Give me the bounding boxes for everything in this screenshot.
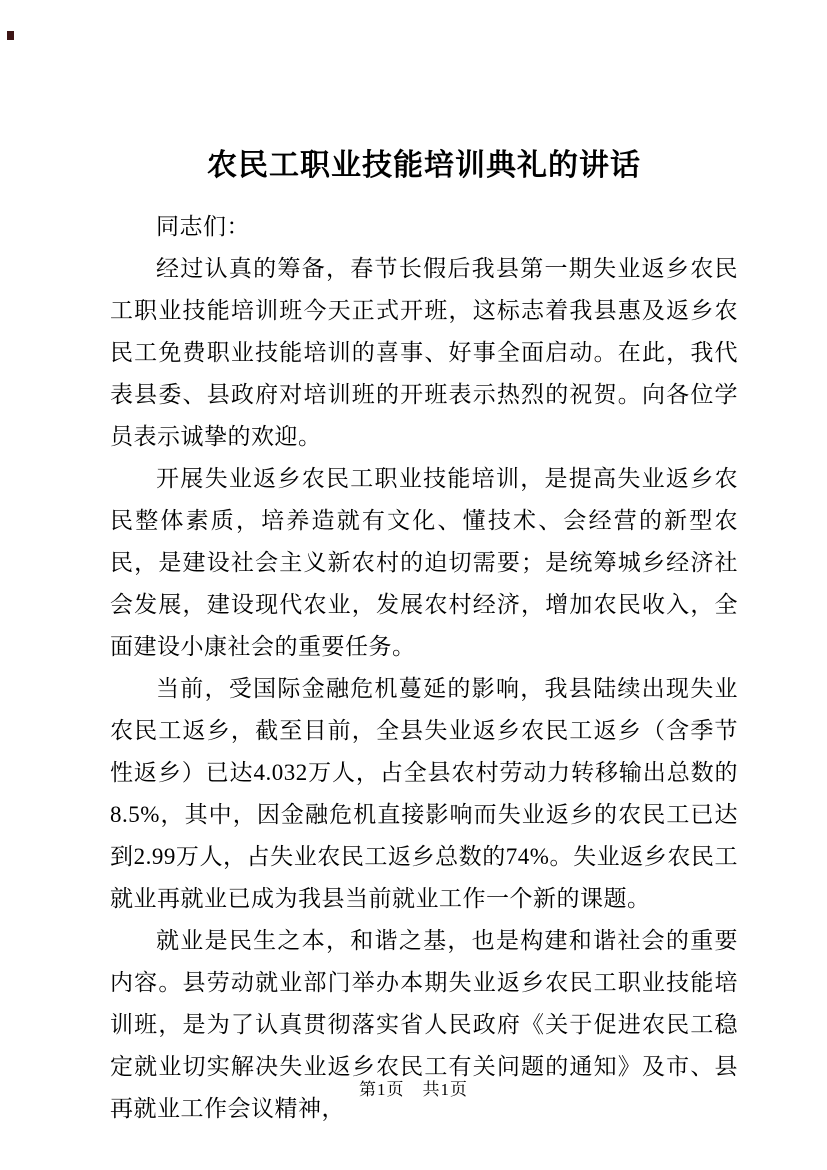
paragraph-opening: 经过认真的筹备，春节长假后我县第一期失业返乡农民工职业技能培训班今天正式开班，这标志着我县惠及返乡农民工免费职业技能培训的喜事、好事全面启动。在此，我代表县委、县政府对培训班的开班表示热烈的祝贺。向各位学员表示诚挚的欢迎。 (110, 256, 738, 449)
paragraph-significance: 开展失业返乡农民工职业技能培训，是提高失业返乡农民整体素质，培养造就有文化、懂技术、会经营的新型农民，是建设社会主义新农村的迫切需要；是统筹城乡经济社会发展，建设现代农业，发展农村经济，增加农民收入，全面建设小康社会的重要任务。 (110, 466, 738, 659)
page-footer: 第1页 共1页 (359, 1080, 468, 1099)
document-body (110, 146, 738, 1130)
document-title: 农民工职业技能培训典礼的讲话 (207, 149, 641, 182)
paragraph-employment: 就业是民生之本，和谐之基，也是构建和谐社会的重要内容。县劳动就业部门举办本期失业返乡农民工职业技能培训班，是为了认真贯彻落实省人民政府《关于促进农民工稳定就业切实解决失业返乡农民工有关问题的通知》及市、县再就业工作会议精神， (110, 928, 738, 1121)
paragraph-statistics: 当前，受国际金融危机蔓延的影响，我县陆续出现失业农民工返乡，截至目前，全县失业返乡农民工返乡（含季节性返乡）已达4.032万人，占全县农村劳动力转移输出总数的8.5%，其中，因金融危机直接影响而失业返乡的农民工已达到2.99万人，占失业农民工返乡总数的74%。失业返乡农民工就业再就业已成为我县当前就业工作一个新的课题。 (110, 676, 738, 911)
scan-artifact-mark (7, 31, 14, 40)
paragraph-salutation: 同志们： (156, 214, 250, 239)
